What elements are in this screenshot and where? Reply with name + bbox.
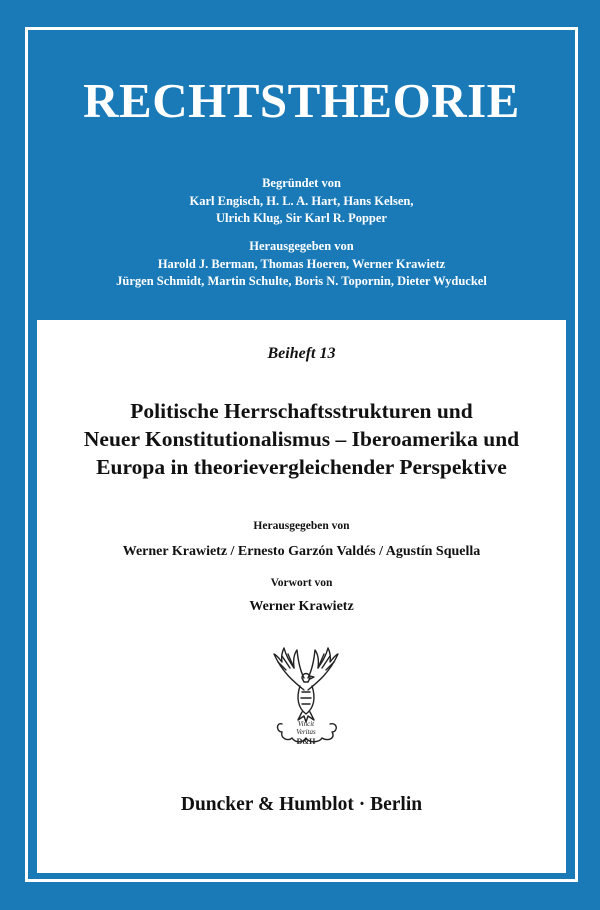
cover-frame bbox=[25, 27, 578, 882]
editors-names: Werner Krawietz / Ernesto Garzón Valdés / Agustín Squella bbox=[122, 544, 481, 559]
series-editors-line-2: Jürgen Schmidt, Martin Schulte, Boris N. Topornin, Dieter Wyduckel bbox=[116, 274, 487, 288]
supplement-number: Beiheft 13 bbox=[267, 345, 336, 362]
logo-line-3: D&H bbox=[296, 737, 316, 746]
publisher-name: Duncker & Humblot · Berlin bbox=[180, 794, 423, 815]
logo-line-2: Veritas bbox=[296, 728, 316, 736]
book-title-line-2: Neuer Konstitutionalismus – Iberoamerika und bbox=[83, 427, 520, 451]
book-title bbox=[37, 397, 566, 481]
editors-label: Herausgegeben von bbox=[253, 520, 350, 532]
series-editors-label: Herausgegeben von bbox=[249, 239, 354, 253]
founders-line-2: Ulrich Klug, Sir Karl R. Popper bbox=[216, 211, 387, 225]
logo-line-1: Vincit bbox=[297, 720, 315, 728]
book-title-line-1: Politische Herrschaftsstrukturen und bbox=[130, 399, 473, 423]
founders-label: Begründet von bbox=[262, 176, 341, 190]
founders-block bbox=[28, 175, 575, 228]
series-editors-line-1: Harold J. Berman, Thomas Hoeren, Werner Krawietz bbox=[157, 256, 446, 271]
book-title-line-3: Europa in theorievergleichender Perspektive bbox=[96, 455, 507, 479]
series-editors-block bbox=[28, 238, 575, 291]
founders-line-1: Karl Engisch, H. L. A. Hart, Hans Kelsen, bbox=[189, 193, 414, 208]
series-title: RECHTSTHEORIE bbox=[83, 73, 520, 128]
title-panel bbox=[37, 320, 566, 873]
eagle-emblem-icon bbox=[264, 642, 348, 754]
foreword-author: Werner Krawietz bbox=[249, 599, 354, 614]
foreword-label: Vorwort von bbox=[270, 577, 333, 589]
series-header bbox=[28, 30, 575, 314]
